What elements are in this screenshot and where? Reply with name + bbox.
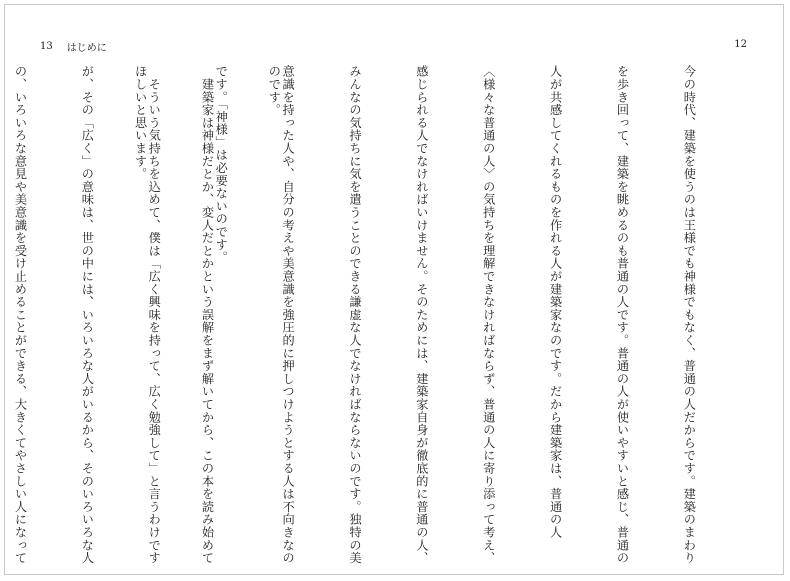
text-line: 今の時代、建築を使うのは王様でも神様でもなく、普通の人だからです。建築のまわり [682, 65, 697, 565]
text-line: 意識を持った人や、自分の考えや美意識を強圧的に押しつけようとする人は不向きなの [281, 65, 296, 565]
text-line: ほしいと思います。 [133, 65, 148, 181]
text-line: 〈様々な普通の人〉の気持ちを理解できなければならず、普通の人に寄り添って考え、 [481, 65, 496, 565]
text-line: が、その「広く」の意味は、世の中には、いろいろな人がいるから、そのいろいろな人 [80, 65, 95, 565]
text-line: 感じられる人でなければいけません。そのためには、建築家自身が徹底的に普通の人、 [414, 65, 429, 565]
text-line: そういう気持ちを込めて、僕は「広く興味を持って、広く勉強して」と言うわけです [147, 65, 162, 565]
text-line: のです。 [267, 65, 282, 117]
right-page-number: 12 [734, 39, 747, 50]
text-line: みんなの気持ちに気を遣うことのできる謙虚な人でなければならないのです。独特の美 [347, 65, 362, 565]
text-line: 人が共感してくれるものを作れる人が建築家なのです。だから建築家は、普通の人 [548, 65, 563, 539]
book-spread [4, 4, 784, 575]
running-title: はじめに [66, 43, 107, 54]
left-page-number: 13 [40, 41, 53, 52]
text-line: 建築家は神様だとか、変人だとかという誤解をまず解いてから、この本を読み始めて [200, 65, 215, 565]
text-line: を歩き回って、建築を眺めるのも普通の人です。普通の人が使いやすいと感じ、普通の [615, 65, 630, 565]
left-page-header [40, 39, 107, 54]
left-page-body [85, 65, 330, 565]
text-line: です。「神様」は必要ないのです。 [214, 65, 229, 264]
text-line: の、いろいろな意見や美意識を受け止めることができる、大きくてやさしい人になって [13, 65, 28, 565]
